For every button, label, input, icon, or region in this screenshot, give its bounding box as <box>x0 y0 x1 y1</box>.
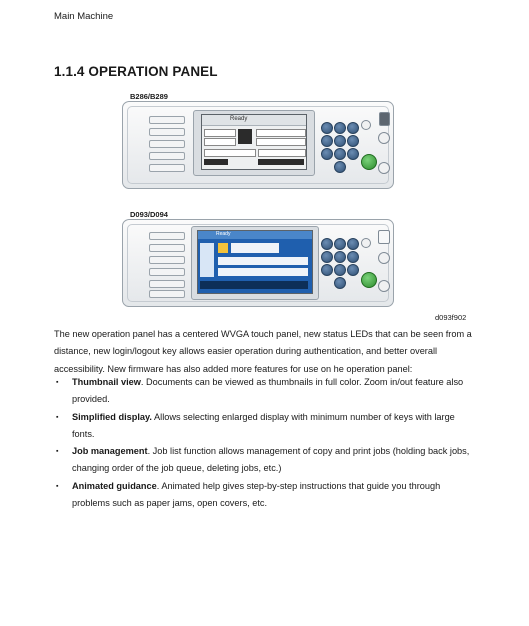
feature-text: . Animated help gives step-by-step instructions that guide you through problems such as paper jams, open covers, etc. <box>72 480 441 509</box>
operation-panel-d093 <box>122 219 394 307</box>
feature-term: Thumbnail view <box>72 377 141 387</box>
feature-text: . Documents can be viewed as thumbnails in full color. Zoom in/out feature also provided. <box>72 377 464 405</box>
figure-label-b286: B286/B289 <box>130 92 168 101</box>
start-key-b286 <box>361 154 377 170</box>
feature-list <box>54 374 478 512</box>
feature-term: Job management <box>72 446 148 457</box>
figure-label-d093: D093/D094 <box>130 210 168 219</box>
list-item <box>54 409 478 444</box>
lcd-screen-d093 <box>197 230 313 294</box>
feature-term: Simplified display. <box>72 411 152 422</box>
start-key-d093 <box>361 272 377 288</box>
intro-paragraph: The new operation panel has a centered WVGA touch panel, new status LEDs that can be seen from a distance, new login/logout key allows easier operation during authentication, and better overall accessibility. New firmware has also added more features for use on he operation panel: <box>54 329 472 374</box>
feature-text: . Job list function allows management of copy and print jobs (holding back jobs, changing order of the job queue, deleting jobs, etc.) <box>72 446 470 474</box>
list-item <box>54 374 478 409</box>
figure-code: d093f902 <box>435 313 467 322</box>
list-item <box>54 478 478 513</box>
list-item <box>54 443 478 478</box>
feature-term: Animated guidance <box>72 480 157 491</box>
lcd-screen-b286 <box>201 114 307 170</box>
operation-panel-b286 <box>122 101 394 189</box>
screen-status-text: Ready <box>230 116 248 122</box>
running-head: Main Machine <box>54 11 114 22</box>
feature-text: Allows selecting enlarged display with minimum number of keys with large fonts. <box>72 411 455 439</box>
section-title: 1.1.4 OPERATION PANEL <box>54 64 218 79</box>
screen-status-text: Ready <box>216 231 231 237</box>
